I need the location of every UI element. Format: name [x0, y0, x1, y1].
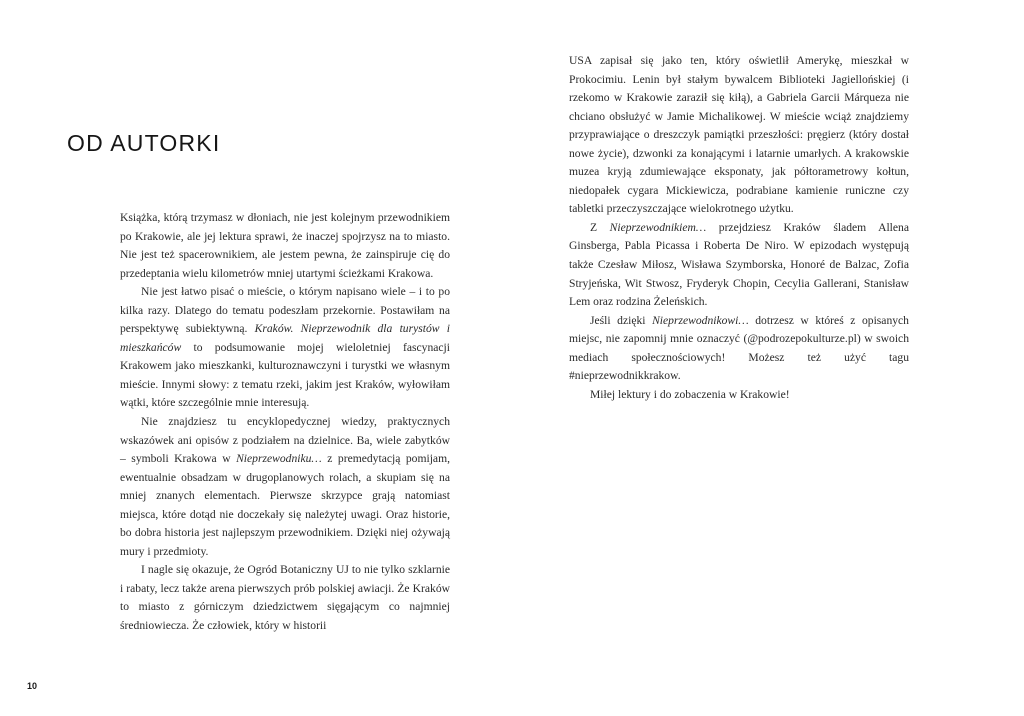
body-paragraph	[569, 386, 909, 405]
body-paragraph	[120, 413, 450, 561]
paragraph-text: przejdziesz Kraków śladem Allena Ginsberga, Pabla Picassa i Roberta De Niro. W epizodach występują także Czesław Miłosz, Wisława Szymborska, Honoré de Balzac, Zofia Stryjeńska, Wit Stwosz, Fryderyk Chopin, Cecylia Gallerani, Stanisław Lem oraz rodzina Żeleńskich.	[569, 220, 909, 309]
body-paragraph	[120, 561, 450, 635]
paragraph-text: Z	[590, 220, 610, 234]
body-paragraph	[120, 209, 450, 283]
left-body-text	[120, 209, 450, 636]
body-paragraph	[569, 312, 909, 386]
right-page	[512, 0, 1024, 716]
chapter-heading: OD AUTORKI	[67, 130, 221, 156]
body-paragraph	[120, 283, 450, 413]
paragraph-text: to podsumowanie mojej wieloletniej fascynacji Krakowem jako mieszkanki, kulturoznawczyni i turystki we własnym mieście. Innymi słowy: z tematu rzeki, jakim jest Kraków, wyłowiłam wątki, które szczególnie mnie interesują.	[120, 340, 450, 410]
page-number: 10	[27, 681, 38, 691]
body-paragraph	[569, 52, 909, 219]
paragraph-text: dotrzesz w któreś z opisanych miejsc, nie zapomnij mnie oznaczyć (@podrozepokulturze.pl) w swoich mediach społecznościowych! Możesz też użyć tagu #nieprzewodnikkrakow.	[569, 313, 909, 383]
paragraph-text: USA zapisał się jako ten, który oświetlił Amerykę, mieszkał w Prokocimiu. Lenin był stałym bywalcem Biblioteki Jagiellońskiej (i rzekomo w Krakowie zaraził się kiłą), a Gabriela Garcii Márqueza nie chciano obsłużyć w Jamie Michalikowej. W mieście wciąż znajdziemy przyprawiające o dreszczyk pamiątki przeszłości: pręgierz (który dostał nowe życie), dzwonki za konającymi i latarnie umarłych. A krakowskie muzea kryją zdumiewające eksponaty, jak półtorametrowy kołtun, niedopałek cygara Mickiewicza, podrabiane kamienie runiczne czy tabletki przeczyszczające wielokrotnego użytku.	[569, 54, 909, 216]
paragraph-text: Nie znajdziesz tu encyklopedycznej wiedzy, praktycznych wskazówek ani opisów z podziałem na dzielnice. Ba, wiele zabytków – symboli Krakowa w	[120, 415, 450, 466]
italic-title-text: Kraków. Nieprzewodnik dla turystów i mieszkańców	[120, 322, 450, 354]
italic-title-text: Nieprzewodnikiem…	[609, 220, 707, 234]
right-body-text	[569, 52, 909, 404]
body-paragraph	[569, 219, 909, 312]
paragraph-text: Książka, którą trzymasz w dłoniach, nie jest kolejnym przewodnikiem po Krakowie, ale jej lektura sprawi, że inaczej spojrzysz na to miasto. Nie jest też spacerownikiem, ale jestem pewna, że zainspiruje cię do przedeptania wielu kilometrów mniej utartymi ścieżkami Krakowa.	[120, 211, 450, 280]
paragraph-text: Nie jest łatwo pisać o mieście, o którym napisano wiele – i to po kilka razy. Dlatego do tematu podeszłam przekornie. Postawiłam na perspektywę subiektywną.	[120, 285, 450, 336]
paragraph-text: I nagle się okazuje, że Ogród Botaniczny UJ to nie tylko szklarnie i rabaty, lecz także arena pierwszych prób polskiej awiacji. Że Kraków to miasto z górniczym dziedzictwem sięgającym co najmniej średniowiecza. Że człowiek, który w historii	[120, 563, 450, 633]
paragraph-text: Miłej lektury i do zobaczenia w Krakowie!	[590, 387, 790, 401]
paragraph-text: Jeśli dzięki	[590, 313, 653, 327]
italic-title-text: Nieprzewodnikowi…	[652, 313, 749, 327]
paragraph-text: z premedytacją pomijam, ewentualnie obsadzam w drugoplanowych rolach, a skupiam się na mniej znanych elementach. Pierwsze skrzypce grają natomiast miejsca, które dotąd nie doczekały się należytej uwagi. Oraz historie, bo dobra historia jest najlepszym przewodnikiem. Dzięki niej ożywają mury i przedmioty.	[120, 452, 450, 558]
italic-title-text: Nieprzewodniku…	[236, 452, 322, 466]
